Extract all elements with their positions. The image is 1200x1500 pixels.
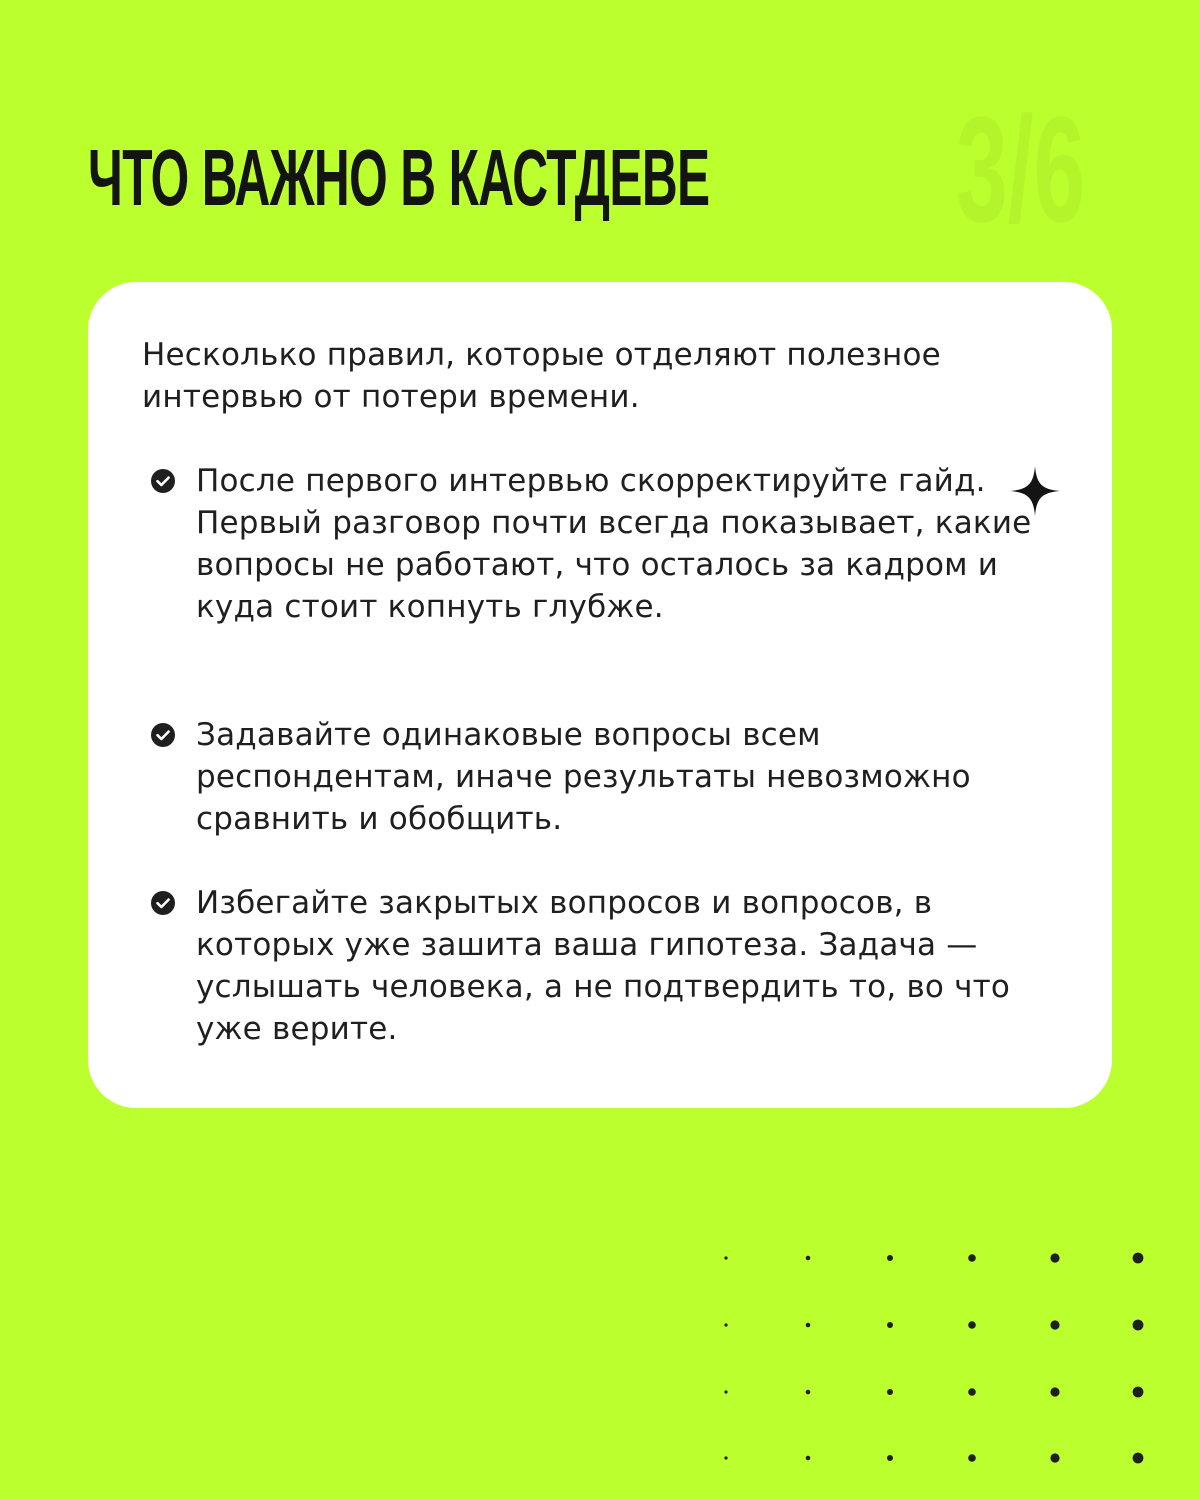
decorative-dot: [806, 1456, 811, 1461]
decorative-dot: [887, 1455, 893, 1461]
slide-counter: 3/6: [956, 85, 1086, 253]
decorative-dot: [1050, 1387, 1059, 1396]
list-item-text: После первого интервью скорректируйте гайд. Первый разговор почти всегда показывает, какие вопросы не работают, что осталось за кадром и куда стоит копнуть глубже.: [196, 463, 1032, 625]
check-circle-icon: [150, 890, 176, 916]
dot-grid-pattern: [700, 1230, 1180, 1490]
decorative-dot: [968, 1388, 976, 1396]
page-title: ЧТО ВАЖНО В КАСТДЕВЕ: [88, 133, 710, 222]
content-card: [88, 282, 1112, 1108]
decorative-dot: [724, 1390, 727, 1393]
decorative-dot: [1133, 1453, 1144, 1464]
decorative-dot: [887, 1389, 893, 1395]
decorative-dot: [1050, 1320, 1059, 1329]
decorative-dot: [968, 1254, 976, 1262]
decorative-dot: [1050, 1253, 1059, 1262]
decorative-dot: [968, 1321, 976, 1329]
list-item-text: Задавайте одинаковые вопросы всем респондентам, иначе результаты невозможно сравнить и обобщить.: [196, 717, 971, 837]
decorative-dot: [887, 1255, 893, 1261]
decorative-dot: [968, 1454, 976, 1462]
decorative-dot: [724, 1456, 727, 1459]
list-item-text: Избегайте закрытых вопросов и вопросов, в которых уже зашита ваша гипотеза. Задача — услышать человека, а не подтвердить то, во что уже верите.: [196, 885, 1011, 1047]
decorative-dot: [806, 1256, 811, 1261]
intro-text: Несколько правил, которые отделяют полезное интервью от потери времени.: [142, 337, 941, 415]
decorative-dot: [806, 1390, 811, 1395]
decorative-dot: [1133, 1253, 1144, 1264]
check-circle-icon: [150, 722, 176, 748]
check-circle-icon: [150, 468, 176, 494]
decorative-dot: [887, 1322, 893, 1328]
decorative-dot: [806, 1323, 811, 1328]
decorative-dot: [724, 1256, 727, 1259]
sparkle-icon: [1010, 466, 1060, 516]
decorative-dot: [1133, 1387, 1144, 1398]
decorative-dot: [724, 1323, 727, 1326]
decorative-dot: [1133, 1320, 1144, 1331]
decorative-dot: [1050, 1453, 1059, 1462]
